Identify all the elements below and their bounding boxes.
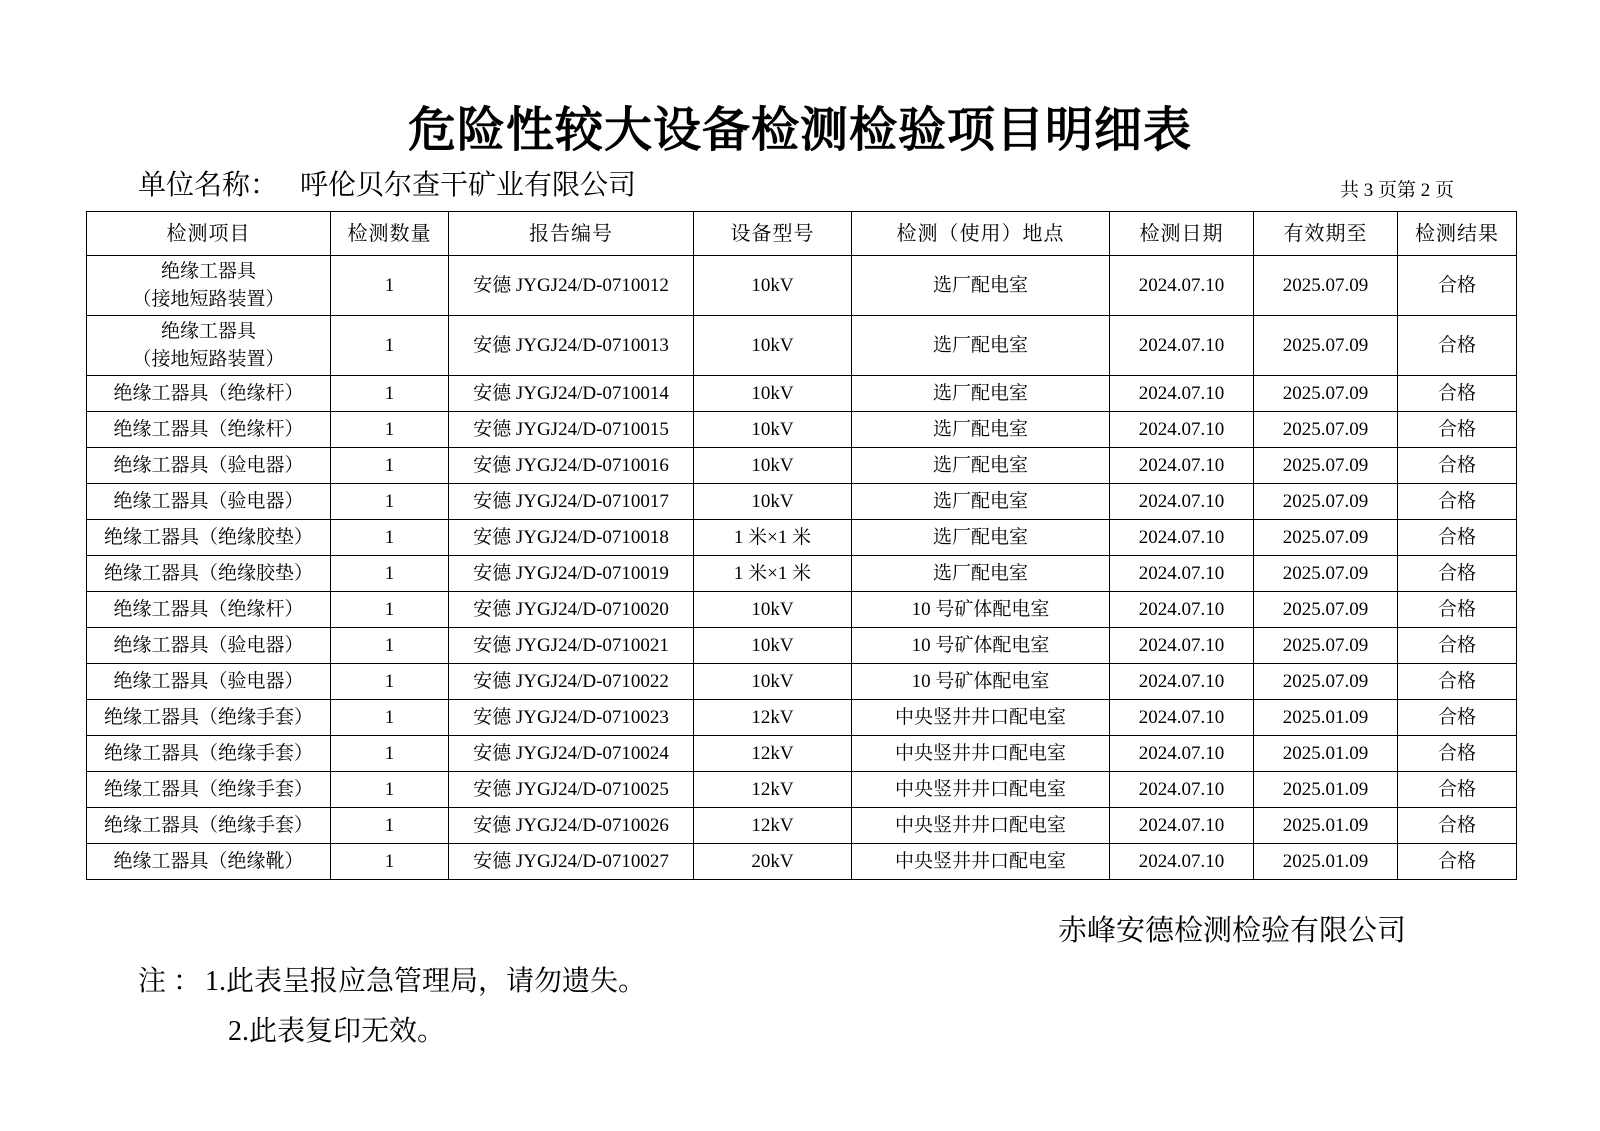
header-test-date: 检测日期 — [1110, 212, 1254, 256]
quantity-cell: 1 — [331, 628, 449, 664]
result-cell: 合格 — [1398, 772, 1517, 808]
valid-until-cell: 2025.07.09 — [1254, 412, 1398, 448]
table-row — [87, 316, 1517, 376]
report-no-cell: 安德 JYGJ24/D-0710026 — [449, 808, 694, 844]
report-no-cell: 安德 JYGJ24/D-0710022 — [449, 664, 694, 700]
model-cell: 10kV — [694, 628, 852, 664]
model-cell: 1 米×1 米 — [694, 520, 852, 556]
result-cell: 合格 — [1398, 736, 1517, 772]
result-cell: 合格 — [1398, 520, 1517, 556]
model-cell: 10kV — [694, 316, 852, 376]
test-date-cell: 2024.07.10 — [1110, 772, 1254, 808]
location-cell: 选厂配电室 — [852, 376, 1110, 412]
table-row — [87, 844, 1517, 880]
header-quantity: 检测数量 — [331, 212, 449, 256]
issuing-company: 赤峰安德检测检验有限公司 — [1058, 915, 1407, 947]
page-info: 共 3 页第 2 页 — [1340, 180, 1455, 201]
report-no-cell: 安德 JYGJ24/D-0710016 — [449, 448, 694, 484]
report-no-cell: 安德 JYGJ24/D-0710021 — [449, 628, 694, 664]
report-no-cell: 安德 JYGJ24/D-0710025 — [449, 772, 694, 808]
report-no-cell: 安德 JYGJ24/D-0710015 — [449, 412, 694, 448]
header-result: 检测结果 — [1398, 212, 1517, 256]
model-cell: 10kV — [694, 664, 852, 700]
test-date-cell: 2024.07.10 — [1110, 448, 1254, 484]
valid-until-cell: 2025.01.09 — [1254, 844, 1398, 880]
table-row — [87, 376, 1517, 412]
test-date-cell: 2024.07.10 — [1110, 412, 1254, 448]
item-cell: 绝缘工器具（绝缘胶垫） — [87, 556, 331, 592]
item-cell: 绝缘工器具（验电器） — [87, 484, 331, 520]
header-model: 设备型号 — [694, 212, 852, 256]
table-row — [87, 808, 1517, 844]
table-row — [87, 664, 1517, 700]
test-date-cell: 2024.07.10 — [1110, 256, 1254, 316]
item-cell: 绝缘工器具（验电器） — [87, 664, 331, 700]
location-cell: 选厂配电室 — [852, 316, 1110, 376]
item-cell: 绝缘工器具 （接地短路装置） — [87, 256, 331, 316]
valid-until-cell: 2025.07.09 — [1254, 664, 1398, 700]
table-row — [87, 772, 1517, 808]
location-cell: 选厂配电室 — [852, 520, 1110, 556]
quantity-cell: 1 — [331, 448, 449, 484]
item-cell: 绝缘工器具（绝缘手套） — [87, 700, 331, 736]
quantity-cell: 1 — [331, 376, 449, 412]
valid-until-cell: 2025.07.09 — [1254, 520, 1398, 556]
test-date-cell: 2024.07.10 — [1110, 808, 1254, 844]
test-date-cell: 2024.07.10 — [1110, 520, 1254, 556]
quantity-cell: 1 — [331, 484, 449, 520]
item-cell: 绝缘工器具（绝缘杆） — [87, 412, 331, 448]
quantity-cell: 1 — [331, 412, 449, 448]
model-cell: 10kV — [694, 412, 852, 448]
report-no-cell: 安德 JYGJ24/D-0710017 — [449, 484, 694, 520]
model-cell: 12kV — [694, 772, 852, 808]
note-line — [138, 964, 646, 1000]
quantity-cell: 1 — [331, 700, 449, 736]
note-line — [228, 1014, 445, 1050]
report-no-cell: 安德 JYGJ24/D-0710012 — [449, 256, 694, 316]
table-header — [87, 212, 1517, 256]
note-label: 注 ： — [138, 966, 202, 997]
document-title: 危险性较大设备检测检验项目明细表 — [407, 102, 1192, 158]
result-cell: 合格 — [1398, 556, 1517, 592]
location-cell: 10 号矿体配电室 — [852, 628, 1110, 664]
test-date-cell: 2024.07.10 — [1110, 736, 1254, 772]
location-cell: 中央竖井井口配电室 — [852, 808, 1110, 844]
item-cell: 绝缘工器具（绝缘胶垫） — [87, 520, 331, 556]
quantity-cell: 1 — [331, 844, 449, 880]
header-item: 检测项目 — [87, 212, 331, 256]
item-cell: 绝缘工器具（绝缘手套） — [87, 772, 331, 808]
table-row — [87, 484, 1517, 520]
valid-until-cell: 2025.01.09 — [1254, 700, 1398, 736]
inspection-detail-table — [86, 211, 1517, 880]
model-cell: 10kV — [694, 592, 852, 628]
table-row — [87, 520, 1517, 556]
location-cell: 中央竖井井口配电室 — [852, 736, 1110, 772]
item-cell: 绝缘工器具（绝缘杆） — [87, 376, 331, 412]
table-row — [87, 736, 1517, 772]
location-cell: 选厂配电室 — [852, 556, 1110, 592]
report-no-cell: 安德 JYGJ24/D-0710027 — [449, 844, 694, 880]
quantity-cell: 1 — [331, 520, 449, 556]
location-cell: 选厂配电室 — [852, 256, 1110, 316]
test-date-cell: 2024.07.10 — [1110, 316, 1254, 376]
location-cell: 中央竖井井口配电室 — [852, 772, 1110, 808]
model-cell: 20kV — [694, 844, 852, 880]
unit-line — [138, 168, 636, 204]
unit-name: 呼伦贝尔查干矿业有限公司 — [300, 170, 637, 201]
valid-until-cell: 2025.07.09 — [1254, 376, 1398, 412]
model-cell: 1 米×1 米 — [694, 556, 852, 592]
location-cell: 选厂配电室 — [852, 484, 1110, 520]
location-cell: 10 号矿体配电室 — [852, 664, 1110, 700]
result-cell: 合格 — [1398, 448, 1517, 484]
quantity-cell: 1 — [331, 664, 449, 700]
item-cell: 绝缘工器具（绝缘杆） — [87, 592, 331, 628]
result-cell: 合格 — [1398, 844, 1517, 880]
report-no-cell: 安德 JYGJ24/D-0710023 — [449, 700, 694, 736]
valid-until-cell: 2025.07.09 — [1254, 592, 1398, 628]
table-row — [87, 628, 1517, 664]
table-header-row — [87, 212, 1517, 256]
table-row — [87, 700, 1517, 736]
quantity-cell: 1 — [331, 556, 449, 592]
result-cell: 合格 — [1398, 700, 1517, 736]
table-row — [87, 448, 1517, 484]
valid-until-cell: 2025.01.09 — [1254, 736, 1398, 772]
result-cell: 合格 — [1398, 256, 1517, 316]
valid-until-cell: 2025.01.09 — [1254, 772, 1398, 808]
quantity-cell: 1 — [331, 316, 449, 376]
valid-until-cell: 2025.07.09 — [1254, 256, 1398, 316]
test-date-cell: 2024.07.10 — [1110, 844, 1254, 880]
quantity-cell: 1 — [331, 256, 449, 316]
model-cell: 10kV — [694, 376, 852, 412]
table-row — [87, 256, 1517, 316]
report-no-cell: 安德 JYGJ24/D-0710018 — [449, 520, 694, 556]
item-cell: 绝缘工器具（绝缘手套） — [87, 808, 331, 844]
report-no-cell: 安德 JYGJ24/D-0710019 — [449, 556, 694, 592]
result-cell: 合格 — [1398, 484, 1517, 520]
location-cell: 选厂配电室 — [852, 448, 1110, 484]
item-cell: 绝缘工器具（验电器） — [87, 448, 331, 484]
item-cell: 绝缘工器具 （接地短路装置） — [87, 316, 331, 376]
quantity-cell: 1 — [331, 808, 449, 844]
table-row — [87, 592, 1517, 628]
report-no-cell: 安德 JYGJ24/D-0710024 — [449, 736, 694, 772]
report-no-cell: 安德 JYGJ24/D-0710014 — [449, 376, 694, 412]
test-date-cell: 2024.07.10 — [1110, 592, 1254, 628]
test-date-cell: 2024.07.10 — [1110, 664, 1254, 700]
quantity-cell: 1 — [331, 772, 449, 808]
report-no-cell: 安德 JYGJ24/D-0710020 — [449, 592, 694, 628]
test-date-cell: 2024.07.10 — [1110, 700, 1254, 736]
quantity-cell: 1 — [331, 592, 449, 628]
valid-until-cell: 2025.07.09 — [1254, 316, 1398, 376]
table-body — [87, 256, 1517, 880]
valid-until-cell: 2025.01.09 — [1254, 808, 1398, 844]
valid-until-cell: 2025.07.09 — [1254, 484, 1398, 520]
quantity-cell: 1 — [331, 736, 449, 772]
result-cell: 合格 — [1398, 664, 1517, 700]
test-date-cell: 2024.07.10 — [1110, 556, 1254, 592]
model-cell: 10kV — [694, 448, 852, 484]
model-cell: 10kV — [694, 256, 852, 316]
item-cell: 绝缘工器具（绝缘靴） — [87, 844, 331, 880]
unit-label: 单位名称： — [138, 170, 279, 201]
result-cell: 合格 — [1398, 316, 1517, 376]
result-cell: 合格 — [1398, 376, 1517, 412]
note-item: 1.此表呈报应急管理局，请勿遗失。 — [205, 966, 647, 997]
valid-until-cell: 2025.07.09 — [1254, 628, 1398, 664]
report-no-cell: 安德 JYGJ24/D-0710013 — [449, 316, 694, 376]
header-location: 检测（使用）地点 — [852, 212, 1110, 256]
test-date-cell: 2024.07.10 — [1110, 628, 1254, 664]
model-cell: 12kV — [694, 736, 852, 772]
result-cell: 合格 — [1398, 808, 1517, 844]
header-report-no: 报告编号 — [449, 212, 694, 256]
location-cell: 中央竖井井口配电室 — [852, 844, 1110, 880]
model-cell: 12kV — [694, 700, 852, 736]
test-date-cell: 2024.07.10 — [1110, 484, 1254, 520]
table-row — [87, 556, 1517, 592]
item-cell: 绝缘工器具（绝缘手套） — [87, 736, 331, 772]
location-cell: 中央竖井井口配电室 — [852, 700, 1110, 736]
header-valid-until: 有效期至 — [1254, 212, 1398, 256]
model-cell: 12kV — [694, 808, 852, 844]
model-cell: 10kV — [694, 484, 852, 520]
location-cell: 10 号矿体配电室 — [852, 592, 1110, 628]
test-date-cell: 2024.07.10 — [1110, 376, 1254, 412]
location-cell: 选厂配电室 — [852, 412, 1110, 448]
table-row — [87, 412, 1517, 448]
note-item: 2.此表复印无效。 — [228, 1016, 446, 1047]
item-cell: 绝缘工器具（验电器） — [87, 628, 331, 664]
result-cell: 合格 — [1398, 412, 1517, 448]
valid-until-cell: 2025.07.09 — [1254, 448, 1398, 484]
result-cell: 合格 — [1398, 628, 1517, 664]
valid-until-cell: 2025.07.09 — [1254, 556, 1398, 592]
result-cell: 合格 — [1398, 592, 1517, 628]
